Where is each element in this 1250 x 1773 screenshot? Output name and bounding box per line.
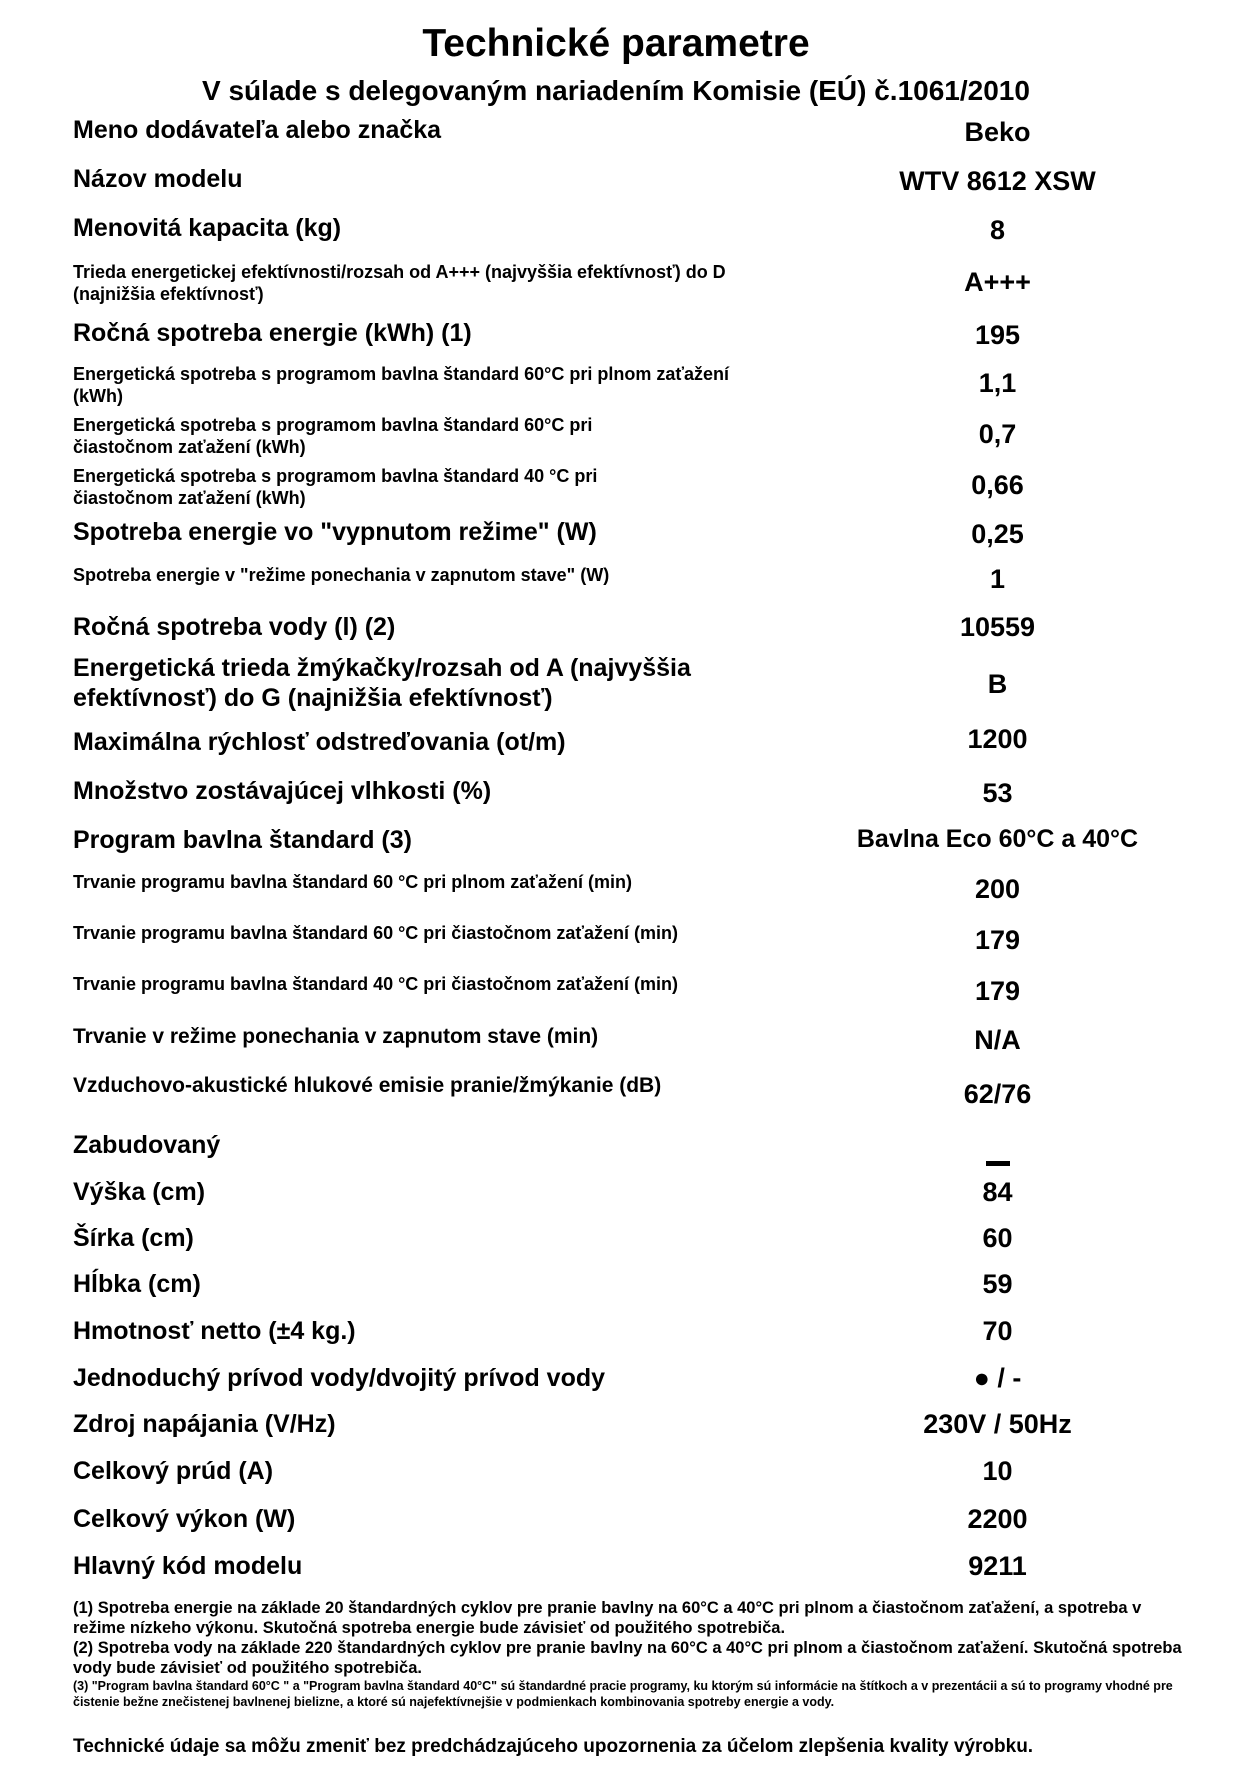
spec-label: Maximálna rýchlosť odstreďovania (ot/m) xyxy=(73,728,566,756)
spec-label: Jednoduchý prívod vody/dvojitý prívod vody xyxy=(73,1364,606,1392)
spec-label: Hlavný kód modelu xyxy=(73,1552,303,1580)
spec-label: Názov modelu xyxy=(73,165,243,193)
disclaimer: Technické údaje sa môžu zmeniť bez predchádzajúceho upozornenia za účelom zlepšenia kvality výrobku. xyxy=(73,1736,1034,1757)
spec-value: 0,25 xyxy=(971,519,1024,549)
dash-mark xyxy=(986,1161,1010,1166)
spec-value: Bavlna Eco 60°C a 40°C xyxy=(856,825,1139,853)
spec-label: Spotreba energie vo "vypnutom režime" (W) xyxy=(73,518,597,546)
spec-value: B xyxy=(987,669,1008,699)
spec-value: 84 xyxy=(982,1177,1013,1207)
spec-value: Beko xyxy=(964,117,1031,147)
spec-value: 62/76 xyxy=(963,1079,1032,1109)
spec-label: Energetická trieda žmýkačky/rozsah od A (najvyššia efektívnosť) do G (najnižšia efektívnosť) xyxy=(73,654,691,712)
page-subtitle: V súlade s delegovaným nariadením Komisie (EÚ) č.1061/2010 xyxy=(202,75,1030,106)
spec-value: 8 xyxy=(989,215,1006,245)
spec-label: Hĺbka (cm) xyxy=(73,1270,201,1298)
spec-label: Meno dodávateľa alebo značka xyxy=(73,116,442,144)
spec-value: A+++ xyxy=(964,267,1031,297)
spec-value: 0,66 xyxy=(971,470,1024,500)
spec-value: 179 xyxy=(974,925,1021,955)
spec-value: 179 xyxy=(974,976,1021,1006)
spec-label: Ročná spotreba vody (l) (2) xyxy=(73,613,396,641)
footnote-1: (1) Spotreba energie na základe 20 štandardných cyklov pre pranie bavlny na 60°C a 40°C pri plnom a čiastočnom zaťažení, a spotreba v režime nízkeho výkonu. Skutočná spotreba energie bude závisieť od použitého spotrebiča. xyxy=(73,1599,1142,1637)
spec-label: Spotreba energie v "režime ponechania v zapnutom stave" (W) xyxy=(73,565,610,585)
spec-label: Trvanie v režime ponechania v zapnutom stave (min) xyxy=(73,1025,599,1048)
spec-value: 200 xyxy=(974,874,1021,904)
spec-value: 195 xyxy=(974,320,1021,350)
page-title: Technické parametre xyxy=(422,22,810,65)
spec-label: Trieda energetickej efektívnosti/rozsah od A+++ (najvyššia efektívnosť) do D (najnižšia efektívnosť) xyxy=(73,262,726,304)
spec-value: 2200 xyxy=(967,1504,1028,1534)
spec-label: Trvanie programu bavlna štandard 60 °C pri čiastočnom zaťažení (min) xyxy=(73,923,678,943)
spec-label: Množstvo zostávajúcej vlhkosti (%) xyxy=(73,777,492,805)
spec-label: Ročná spotreba energie (kWh) (1) xyxy=(73,319,472,347)
footnote-2: (2) Spotreba vody na základe 220 štandardných cyklov pre pranie bavlny na 60°C a 40°C pri plnom a čiastočnom zaťažení. Skutočná spotreba vody bude závisieť od použitého spotrebiča. xyxy=(73,1639,1182,1677)
spec-value: 230V / 50Hz xyxy=(923,1409,1072,1439)
spec-value: 9211 xyxy=(968,1551,1027,1581)
spec-value: 60 xyxy=(982,1223,1013,1253)
spec-label: Hmotnosť netto (±4 kg.) xyxy=(73,1317,356,1345)
spec-label: Energetická spotreba s programom bavlna štandard 40 °C pri čiastočnom zaťažení (kWh) xyxy=(73,466,598,508)
spec-value: 1 xyxy=(989,564,1006,594)
spec-label: Celkový výkon (W) xyxy=(73,1505,296,1533)
spec-value xyxy=(810,1142,1185,1173)
spec-label: Zdroj napájania (V/Hz) xyxy=(73,1410,336,1438)
spec-value: 1,1 xyxy=(978,368,1017,398)
spec-label: Vzduchovo-akustické hlukové emisie pranie/žmýkanie (dB) xyxy=(73,1074,662,1097)
spec-value: 10559 xyxy=(959,612,1036,642)
spec-label: Celkový prúd (A) xyxy=(73,1457,274,1485)
spec-label: Energetická spotreba s programom bavlna štandard 60°C pri plnom zaťažení (kWh) xyxy=(73,364,729,406)
footnotes xyxy=(73,1598,1183,1710)
spec-value: 70 xyxy=(982,1316,1013,1346)
spec-value: 10 xyxy=(982,1456,1013,1486)
spec-label: Zabudovaný xyxy=(73,1131,221,1159)
spec-label: Menovitá kapacita (kg) xyxy=(73,214,342,242)
footnote-3: (3) "Program bavlna štandard 60°C " a "Program bavlna štandard 40°C" sú štandardné pracie programy, ku ktorým sú informácie na štítkoch a v prezentácii a sú to programy vhodné pre čistenie bežne znečistenej bavlnenej bielizne, a ktoré sú najefektívnejšie v podmienkach kombinovania spotreby energie a vody. xyxy=(73,1679,1173,1709)
spec-label: Výška (cm) xyxy=(73,1178,206,1206)
spec-label: Trvanie programu bavlna štandard 60 °C pri plnom zaťažení (min) xyxy=(73,872,632,892)
spec-value: 1200 xyxy=(967,724,1028,754)
spec-label: Energetická spotreba s programom bavlna štandard 60°C pri čiastočnom zaťažení (kWh) xyxy=(73,415,593,457)
spec-value: WTV 8612 XSW xyxy=(899,166,1096,196)
spec-label: Program bavlna štandard (3) xyxy=(73,826,412,854)
spec-value: N/A xyxy=(974,1025,1021,1055)
spec-label: Trvanie programu bavlna štandard 40 °C pri čiastočnom zaťažení (min) xyxy=(73,974,678,994)
spec-label: Šírka (cm) xyxy=(73,1224,194,1252)
spec-value: 0,7 xyxy=(978,419,1017,449)
spec-value: 53 xyxy=(982,778,1013,808)
spec-value: ● / - xyxy=(973,1363,1022,1393)
spec-value: 59 xyxy=(982,1269,1013,1299)
